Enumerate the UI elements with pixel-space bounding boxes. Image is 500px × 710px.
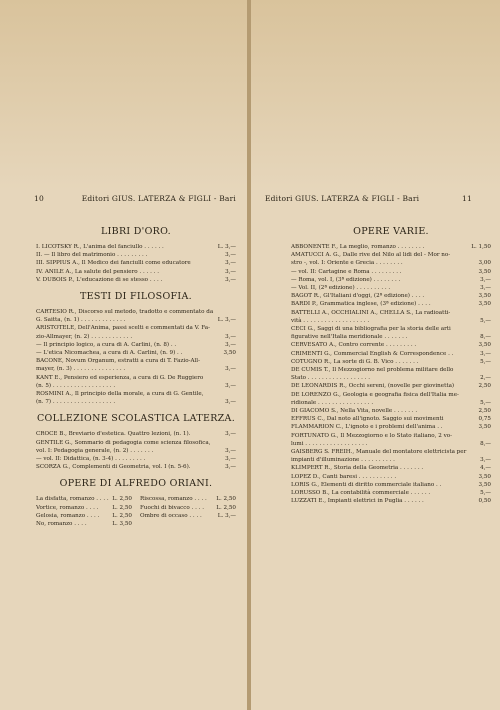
catalog-entry <box>291 374 491 382</box>
catalog-entry <box>36 374 236 382</box>
catalog-entry <box>291 473 491 481</box>
entry-text: LORIS G., Elementi di diritto commerciale italiano . . <box>291 481 442 488</box>
entry-price: L. 3,— <box>217 317 236 324</box>
entry-price: 3,— <box>225 252 236 259</box>
oriani-entry <box>36 495 132 503</box>
entry-text: impianti d'illuminazione . . . . . . . . . . <box>291 457 395 464</box>
catalog-entry <box>291 497 491 505</box>
entry-price <box>489 366 491 374</box>
entry-text: Stato . . . . . . . . . . . . . . . . . . <box>291 375 371 382</box>
section-title: COLLEZIONE SCOLASTICA LATERZA. <box>36 413 236 425</box>
entry-price: 3,50 <box>478 481 491 488</box>
running-header <box>265 194 472 203</box>
entry-price: L. 2,50 <box>112 496 132 503</box>
section-title: OPERE VARIE. <box>353 226 429 237</box>
page-number: 11 <box>462 194 472 203</box>
entry-text: BACONE, Novum Organum, estratti a cura di T. Fazio-All- <box>36 358 200 365</box>
entry-price <box>489 448 491 456</box>
entry-text: Vortice, romanzo . . . . <box>36 504 99 511</box>
entry-price <box>234 374 236 382</box>
entry-price: 3,— <box>225 366 236 373</box>
entry-text: IV. ANILE A., La salute del pensiero . . . . . . <box>36 268 159 275</box>
catalog-entry <box>291 366 491 374</box>
entry-price: 3,— <box>480 457 491 464</box>
entry-price: 3,50 <box>478 342 491 349</box>
entry-price: L. 3,— <box>217 512 236 519</box>
entry-text: stro -, vol. I: Oriente e Grecia . . . . . . . . <box>291 260 403 267</box>
entry-price <box>489 251 491 259</box>
entry-text: ROSMINI A., Il principio della morale, a cura di G. Gentile, <box>36 391 204 398</box>
catalog-entry <box>291 333 491 341</box>
publisher-line: Editori GIUS. LATERZA & FIGLI - Bari <box>265 194 420 203</box>
entry-price <box>234 390 236 398</box>
catalog-entry <box>36 324 236 332</box>
entry-text: G. Saitta, (n. 1) . . . . . . . . . . . . . <box>36 317 126 324</box>
section-title: TESTI DI FILOSOFIA. <box>80 291 192 303</box>
entry-text: Fuochi di bivacco . . . . <box>140 504 205 511</box>
entry-text: CARTESIO R., Discorso sul metodo, tradotto e commentato da <box>36 309 214 316</box>
catalog-entry <box>36 447 236 455</box>
entry-text: figurative nell'Italia meridionale . . . . . . . <box>291 334 408 341</box>
catalog-entry <box>291 268 491 276</box>
catalog-entry <box>291 448 491 456</box>
entry-price: 5,— <box>480 317 491 324</box>
entry-price: 3,— <box>225 260 236 267</box>
entry-text: LORUSSO B., La contabilità commerciale . . . . . . <box>291 490 431 497</box>
catalog-entry <box>291 276 491 284</box>
entry-text: KLIMPERT R., Storia della Geometria . . . . . . . <box>291 465 424 472</box>
entry-text: CECI G., Saggi di una bibliografia per la storia delle arti <box>291 326 451 333</box>
entry-text: III. SIPPIUS A., Il Medico dei fanciulli come educatore <box>36 260 191 267</box>
oriani-price-list <box>36 495 236 528</box>
entry-text: mayer, (n. 3) . . . . . . . . . . . . . . . <box>36 366 126 373</box>
entry-price: 8,— <box>480 334 491 341</box>
entry-text <box>140 520 236 528</box>
entry-text: Riscossa, romanzo . . . . <box>140 496 207 503</box>
catalog-entry <box>291 407 491 415</box>
publisher-line: Editori GIUS. LATERZA & FIGLI - Bari <box>81 194 236 203</box>
page-stain <box>0 0 248 190</box>
entry-price: 3,00 <box>478 260 491 267</box>
entry-price <box>489 309 491 317</box>
catalog-entry <box>36 463 236 471</box>
entry-text: Ombre di occaso . . . . <box>140 512 202 519</box>
catalog-entry <box>291 325 491 333</box>
entry-text: LOPEZ D., Canti baresi . . . . . . . . . . . <box>291 473 397 480</box>
entry-text: BATTELLI A., OCCHIALINI A., CHELLA S., La radioatti- <box>291 309 451 316</box>
catalog-entry <box>291 464 491 472</box>
entry-text: BAGOT R., Gl'Italiani d'oggi, (2ª edizione) . . . . <box>291 293 425 300</box>
entry-price: 3,— <box>225 431 236 438</box>
section-title: OPERE DI ALFREDO ORIANI. <box>59 478 213 490</box>
catalog-entry <box>291 243 491 251</box>
catalog-entry <box>291 284 491 292</box>
catalog-entry <box>36 316 236 324</box>
entry-text: II. — Il libro del matrimonio . . . . . . . . . <box>36 252 148 259</box>
entry-price: 3,— <box>225 268 236 275</box>
entry-price: 5,— <box>480 358 491 365</box>
oriani-entry <box>140 495 236 503</box>
catalog-entry <box>36 268 236 276</box>
entry-text: CROCE B., Breviario d'estetica. Quattro lezioni, (n. 1). <box>36 431 191 438</box>
catalog-entry <box>291 358 491 366</box>
entry-text: AMATUCCI A. G., Dalle rive del Nilo al lidi del - Mor no- <box>291 252 451 259</box>
entry-text: — Il principio logico, a cura di A. Carlini, (n. 8) . . <box>36 341 177 348</box>
entry-price: 2,— <box>480 375 491 382</box>
entry-price: L. 2,50 <box>216 496 236 503</box>
entry-text: FLAMMARION C., L'ignoto e i problemi dell'anima . . <box>291 424 443 431</box>
entry-price: 3,— <box>225 276 236 283</box>
entry-price: 3,50 <box>478 301 491 308</box>
entry-price: 3,50 <box>478 473 491 480</box>
entry-text: DI GIACOMO S., Nella Vita, novelle . . . . . . . <box>291 408 418 415</box>
entry-text: Gelosia, romanzo . . . . <box>36 512 100 519</box>
catalog-entry <box>36 390 236 398</box>
entry-text: La disfatta, romanzo . . . . <box>36 496 109 503</box>
catalog-entry <box>36 455 236 463</box>
entry-text: ARISTOTELE, Dell'Anima, passi scelti e commentati da V. Fa- <box>36 325 211 332</box>
catalog-entry <box>291 300 491 308</box>
entry-text: GENTILE G., Sommario di pedagogia come scienza filosofica, <box>36 439 211 446</box>
entry-text: (n. 5) . . . . . . . . . . . . . . . . . . <box>36 382 116 389</box>
entry-text: LUZZATI E., Impianti elettrici in Puglia . . . . . . <box>291 498 424 505</box>
entry-text: SCORZA G., Complementi di Geometria, vol. I (n. 5-6). <box>36 464 191 471</box>
entry-price: L. 1,50 <box>471 244 491 250</box>
entry-text: — Roma, vol. I, (3ª edizione) . . . . . . . . <box>291 276 401 283</box>
entry-price: 3,— <box>225 399 236 406</box>
catalog-entry <box>36 251 236 259</box>
catalog-entry <box>36 439 236 447</box>
catalog-entry <box>36 333 236 341</box>
entry-price: 4,— <box>480 465 491 472</box>
catalog-entry <box>291 309 491 317</box>
entry-price: 2,50 <box>478 383 491 390</box>
catalog-entry <box>36 308 236 316</box>
entry-text: vol. I: Pedagogia generale, (n. 2) . . . . . . . <box>36 447 154 454</box>
right-page <box>251 0 500 710</box>
catalog-entry <box>36 430 236 438</box>
catalog-entry <box>291 440 491 448</box>
entry-price: 3,50 <box>478 424 491 431</box>
entry-price: L. 3,50 <box>112 521 132 528</box>
oriani-entry <box>140 504 236 512</box>
catalog-entry <box>36 398 236 406</box>
entry-price: 2,50 <box>478 408 491 415</box>
catalog-entry <box>36 276 236 284</box>
entry-text: COTUGNO R., La sorte di G. B. Vico . . . . . . . <box>291 358 419 365</box>
entry-price: 0,50 <box>478 498 491 505</box>
left-content <box>36 226 236 528</box>
entry-text: KANT E., Pensiero ed esperienza, a cura di G. De Ruggiero <box>36 374 204 381</box>
entry-text: DE LORENZO G., Geologia e geografia fisica dell'Italia me- <box>291 391 459 398</box>
catalog-entry <box>291 350 491 358</box>
entry-price <box>234 439 236 447</box>
entry-price: 3,— <box>225 447 236 454</box>
entry-text: vità . . . . . . . . . . . . . . . . . . . <box>291 317 370 324</box>
entry-price: 3,— <box>225 333 236 340</box>
catalog-entry <box>36 243 236 251</box>
catalog-entry <box>36 357 236 365</box>
entry-price: L. 2,50 <box>216 504 236 511</box>
entry-text: EFFRUS C., Dal noto all'ignoto. Saggio sui movimenti <box>291 416 444 423</box>
catalog-entry <box>291 251 491 259</box>
catalog-entry <box>291 423 491 431</box>
section-gap <box>36 471 236 478</box>
entry-text: zio-Allmayer, (n. 2) . . . . . . . . . . . . <box>36 333 133 340</box>
left-page <box>0 0 249 710</box>
entry-price: 0,75 <box>478 416 491 423</box>
entry-text: V. DUBOIS P., L'educazione di se stesso . . . . <box>36 276 163 283</box>
right-content <box>291 226 491 506</box>
page-stain <box>251 0 500 190</box>
entry-price: L. 2,50 <box>112 512 132 519</box>
entry-text: BARDI P., Grammatica inglese, (3ª edizione) . . . . <box>291 301 431 308</box>
section-gap <box>36 284 236 291</box>
entry-text: — vol. II: Didattica, (n. 3-4) . . . . . . . . . <box>36 456 146 463</box>
catalog-entry <box>291 292 491 300</box>
entry-price: 3,50 <box>478 293 491 300</box>
entry-price: 8,— <box>480 440 491 447</box>
catalog-entry <box>291 341 491 349</box>
entry-price: 3,— <box>225 341 236 348</box>
entry-text: CERVESATO A., Contro corrente . . . . . . . . . <box>291 342 417 349</box>
entry-text: FORTUNATO G., Il Mezzogiorno e lo Stato italiano, 2 vo- <box>291 432 452 439</box>
running-header <box>34 194 236 203</box>
entry-price <box>489 391 491 399</box>
entry-price: 5,— <box>480 490 491 497</box>
catalog-entry <box>291 432 491 440</box>
entry-price: 3,— <box>225 464 236 471</box>
catalog-entry <box>291 259 491 267</box>
entry-price: 3,— <box>480 285 491 292</box>
catalog-entry <box>291 399 491 407</box>
entry-price <box>234 324 236 332</box>
entry-price: L. 3,— <box>217 244 236 250</box>
catalog-entry <box>36 349 236 357</box>
catalog-entry <box>36 341 236 349</box>
catalog-entry <box>36 259 236 267</box>
entry-price: 3,— <box>480 350 491 357</box>
entry-text: lumi . . . . . . . . . . . . . . . . . . <box>291 440 368 447</box>
catalog-entry <box>36 365 236 373</box>
entry-price <box>489 325 491 333</box>
entry-price: 3,50 <box>223 350 236 357</box>
entry-text: DE CUMIS T., Il Mezzogiorno nel problema militare dello <box>291 367 454 374</box>
section-gap <box>36 406 236 413</box>
oriani-entry <box>36 512 132 520</box>
catalog-entry <box>291 391 491 399</box>
entry-price <box>489 432 491 440</box>
entry-price: 5,— <box>480 399 491 406</box>
entry-text: I. LICOTSKY R., L'anima del fanciullo . . . . . . <box>36 244 164 250</box>
entry-text: ABBONENTE F., La meglio, romanzo . . . . . . . . <box>291 244 425 250</box>
entry-text: — Vol. II, (2ª edizione) . . . . . . . . . . <box>291 285 391 292</box>
entry-price: 3,50 <box>478 268 491 275</box>
entry-price <box>234 308 236 316</box>
oriani-entry <box>36 520 132 528</box>
entry-price: L. 2,50 <box>112 504 132 511</box>
entry-text: No, romanzo . . . . <box>36 521 87 528</box>
entry-price: 3,— <box>225 456 236 463</box>
catalog-entry <box>291 382 491 390</box>
entry-price: 3,— <box>480 276 491 283</box>
catalog-entry <box>291 317 491 325</box>
entry-text: GAISBERG S. FREIH., Manuale del montatore elettricista per <box>291 449 467 456</box>
catalog-entry <box>291 456 491 464</box>
entry-price: 3,— <box>225 382 236 389</box>
entry-text: DE LEONARDIS R., Occhi sereni, (novelle per giovinetta) <box>291 383 455 390</box>
entry-price <box>234 357 236 365</box>
oriani-entry <box>140 520 236 528</box>
entry-text: ridionale . . . . . . . . . . . . . . . . <box>291 399 374 406</box>
section-title: LIBRI D'ORO. <box>101 226 171 237</box>
page-number: 10 <box>34 194 44 203</box>
oriani-entry <box>140 512 236 520</box>
entry-text: CRIMENTI G., Commercial English & Correspondence . . <box>291 350 454 357</box>
entry-text: — L'etica Nicomachea, a cura di A. Carlini, (n. 9) . . <box>36 350 183 357</box>
catalog-entry <box>291 481 491 489</box>
catalog-entry <box>291 489 491 497</box>
entry-text: (n. 7) . . . . . . . . . . . . . . . . . . <box>36 399 116 406</box>
catalog-entry <box>291 415 491 423</box>
entry-text: — vol. II: Cartagine e Roma . . . . . . . . . <box>291 268 402 275</box>
oriani-entry <box>36 504 132 512</box>
catalog-entry <box>36 382 236 390</box>
